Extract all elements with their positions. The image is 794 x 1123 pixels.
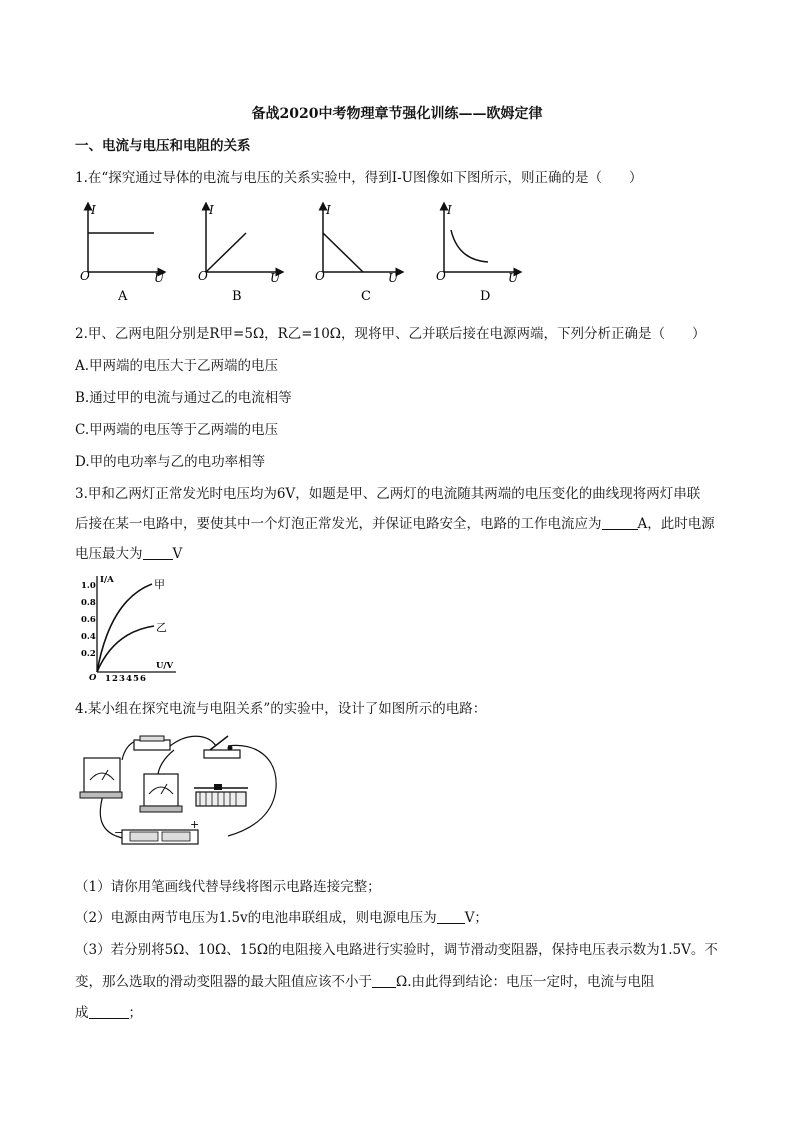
- q3-xtick-5: 5: [133, 674, 139, 684]
- q3-current-blank[interactable]: [602, 516, 638, 531]
- q3-ytick-1: 1.0: [81, 581, 96, 591]
- q4-sub3-line1: （3）若分别将5Ω、10Ω、15Ω的电阻接入电路进行实验时，调节滑动变阻器，保持电压表示数为1.5V。不: [75, 942, 718, 958]
- q2-option-a: A.甲两端的电压大于乙两端的电压: [75, 358, 279, 374]
- graph-c-ylabel: I: [326, 203, 331, 217]
- q2-stem: 2.甲、乙两电阻分别是R甲=5Ω，R乙=10Ω，现将甲、乙并联后接在电源两端，下列分析正确是（ ）: [75, 326, 706, 342]
- q1-graphs: [70, 200, 540, 310]
- q4-sub1: （1）请你用笔画线代替导线将图示电路连接完整；: [75, 879, 381, 895]
- q3-xtick-6: 6: [140, 674, 146, 684]
- q2-option-b: B.通过甲的电流与通过乙的电流相等: [75, 390, 292, 406]
- q3-curve-yi-label: 乙: [156, 621, 167, 634]
- graph-a-xlabel: U: [154, 271, 165, 285]
- rheostat-icon: [194, 784, 248, 806]
- graph-d-label: D: [480, 289, 491, 304]
- q3-iu-figure: [80, 570, 190, 685]
- q4-stem: 4.某小组在探究电流与电阻关系”的实验中，设计了如图所示的电路：: [75, 701, 487, 717]
- graph-c: [315, 203, 400, 304]
- q2-option-d: D.甲的电功率与乙的电功率相等: [75, 454, 266, 470]
- graph-b: [198, 203, 281, 304]
- q4-relation-blank[interactable]: [89, 1005, 129, 1020]
- graph-a-ylabel: I: [91, 203, 96, 217]
- q3-line3-tail: V: [172, 546, 183, 562]
- q3-xtick-2: 2: [112, 674, 118, 684]
- q3-curve-yi: [97, 626, 154, 672]
- q3-ytick-5: 0.2: [81, 649, 96, 659]
- q3-line1: 3.甲和乙两灯正常发光时电压均为6V，如题是甲、乙两灯的电流随其两端的电压变化的曲线现将两灯串联: [75, 486, 701, 502]
- q4-sub3-cheng: 成: [75, 1005, 89, 1021]
- q4-sub2-tail: V；: [464, 910, 488, 926]
- q3-curve-jia-label: 甲: [154, 578, 165, 591]
- q3-line2-text: 后接在某一电路中，要使其中一个灯泡正常发光，并保证电路安全，电路的工作电流应为: [75, 516, 602, 532]
- graph-d-origin: O: [436, 269, 446, 283]
- q4-sub3-line3: [75, 1001, 142, 1021]
- q4-circuit-figure: [78, 728, 288, 850]
- graph-b-origin: O: [198, 269, 208, 283]
- q3-line3-text: 电压最大为: [75, 546, 143, 562]
- voltmeter-icon: [140, 774, 182, 812]
- section-heading: 一、电流与电压和电阻的关系: [75, 138, 251, 154]
- graph-a: [80, 203, 165, 304]
- q3-ytick-2: 0.8: [81, 598, 96, 608]
- q4-sub3-conclusion: Ω.由此得到结论：电压一定时，电流与电阻: [396, 974, 655, 990]
- ammeter-icon: [80, 758, 122, 798]
- graph-a-label: A: [118, 289, 128, 304]
- q3-origin: O: [89, 673, 97, 683]
- q3-ytick-4: 0.4: [81, 632, 96, 642]
- graph-c-origin: O: [315, 269, 325, 283]
- q3-xtick-4: 4: [126, 674, 132, 684]
- q4-source-voltage-blank[interactable]: [437, 910, 465, 925]
- graph-d-xlabel: U: [508, 271, 519, 285]
- q1-stem: 1.在“探究通过导体的电流与电压的关系实验中，得到I-U图像如下图所示，则正确的是（ ）: [75, 170, 643, 186]
- q4-sub3-end: ；: [128, 1005, 142, 1021]
- graph-b-label: B: [232, 289, 242, 304]
- graph-a-origin: O: [80, 269, 90, 283]
- q4-sub3-text: 变，那么选取的滑动变阻器的最大阻值应该不小于: [75, 974, 372, 990]
- q4-max-resistance-blank[interactable]: [372, 974, 396, 989]
- q3-line3: [75, 542, 182, 562]
- q3-voltage-blank[interactable]: [143, 546, 173, 561]
- graph-d: [436, 203, 519, 304]
- q2-option-c: C.甲两端的电压等于乙两端的电压: [75, 422, 279, 438]
- q3-ytick-3: 0.6: [81, 615, 96, 625]
- graph-d-ylabel: I: [447, 203, 452, 217]
- q3-xtick-1: 1: [105, 674, 111, 684]
- q3-xtick-3: 3: [119, 674, 125, 684]
- q4-sub2: [75, 906, 488, 926]
- q4-sub3-line2: [75, 970, 654, 990]
- fixed-resistor-icon: [134, 736, 170, 750]
- graph-b-ylabel: I: [209, 203, 214, 217]
- q3-line2-tail: A，此时电源: [637, 516, 715, 532]
- q3-ylabel: I/A: [100, 575, 114, 585]
- q3-line2: [75, 512, 715, 532]
- svg-text:−: −: [114, 826, 124, 839]
- svg-text:+: +: [190, 818, 200, 831]
- q4-sub2-text: （2）电源由两节电压为1.5v的电池串联组成，则电源电压为: [75, 910, 437, 926]
- page-title: 备战2020中考物理章节强化训练——欧姆定律: [251, 106, 543, 122]
- graph-b-xlabel: U: [270, 271, 281, 285]
- graph-c-xlabel: U: [388, 271, 399, 285]
- q3-xlabel: U/V: [156, 661, 174, 671]
- graph-c-label: C: [361, 289, 371, 304]
- battery-icon: [114, 818, 199, 844]
